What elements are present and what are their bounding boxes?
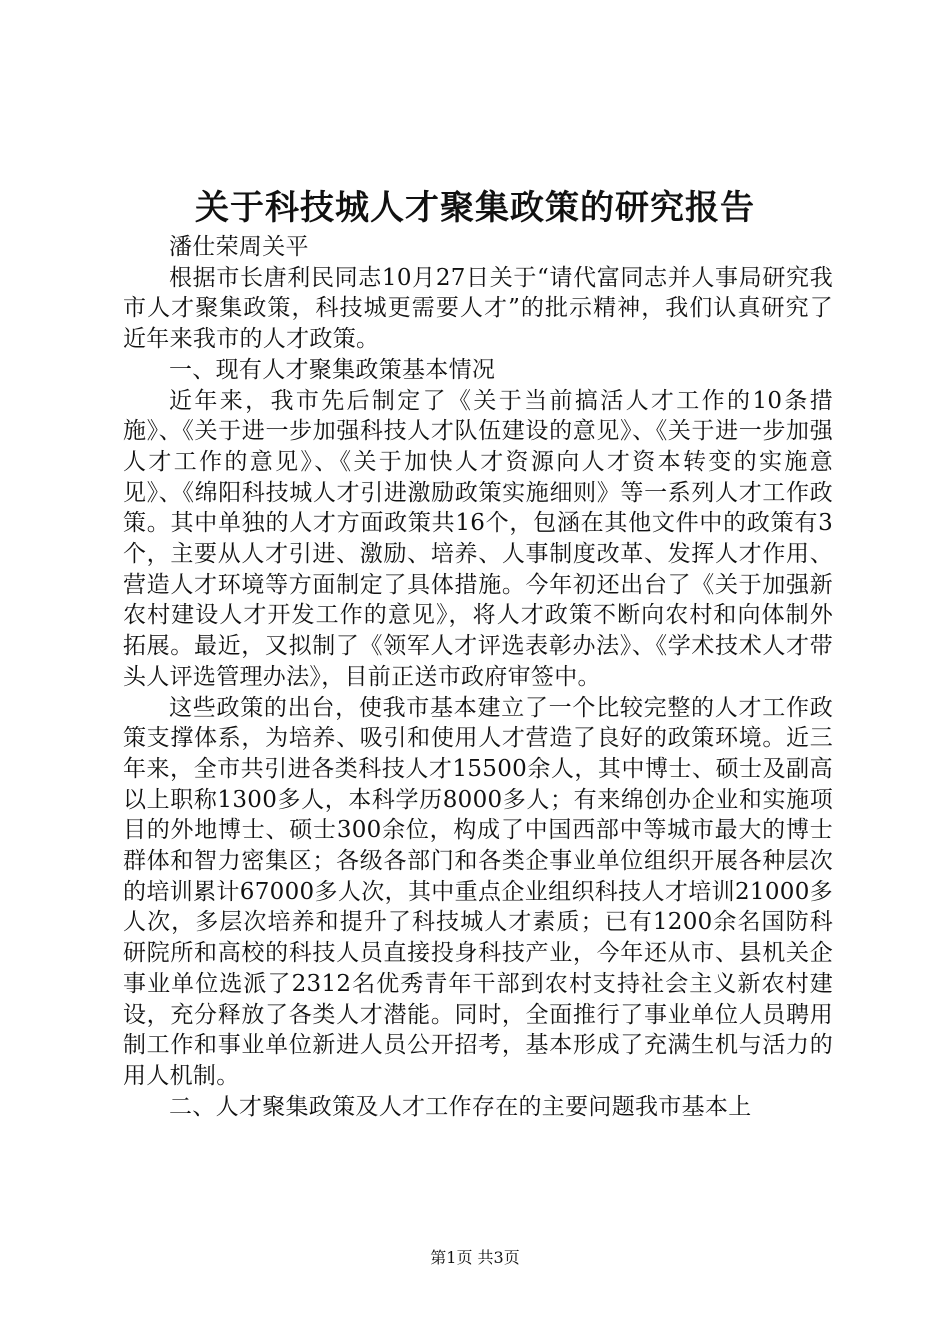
section-heading-1: 一、现有人才聚集政策基本情况 <box>169 356 496 383</box>
document-title: 关于科技城人才聚集政策的研究报告 <box>195 188 755 228</box>
section-heading-2: 二、人才聚集政策及人才工作存在的主要问题我市基本上 <box>169 1093 752 1120</box>
paragraph-results: 这些政策的出台，使我市基本建立了一个比较完整的人才工作政策支撑体系，为培养、吸引和使用人才营造了良好的政策环境。近三年来，全市共引进各类科技人才15500余人，其中博士、硕士及副高以上职称1300多人，本科学历8000多人；有来绵创办企业和实施项目的外地博士、硕士300余位，构成了中国西部中等城市最大的博士群体和智力密集区；各级各部门和各类企事业单位组织开展各种层次的培训累计67000多人次，其中重点企业组织科技人才培训21000多人次，多层次培养和提升了科技城人才素质；已有1200余名国防科研院所和高校的科技人员直接投身科技产业，今年还从市、县机关企事业单位选派了2312名优秀青年干部到农村支持社会主义新农村建设，充分释放了各类人才潜能。同时，全面推行了事业单位人员聘用制工作和事业单位新进人员公开招考，基本形成了充满生机与活力的用人机制。 <box>123 694 833 1089</box>
paragraph-policies: 近年来，我市先后制定了《关于当前搞活人才工作的10条措施》、《关于进一步加强科技人才队伍建设的意见》、《关于进一步加强人才工作的意见》、《关于加快人才资源向人才资本转变的实施意见》、《绵阳科技城人才引进激励政策实施细则》等一系列人才工作政策。其中单独的人才方面政策共16个，包涵在其他文件中的政策有3个，主要从人才引进、激励、培养、人事制度改革、发挥人才作用、营造人才环境等方面制定了具体措施。今年初还出台了《关于加强新农村建设人才开发工作的意见》，将人才政策不断向农村和向体制外拓展。最近，又拟制了《领军人才评选表彰办法》、《学术技术人才带头人评选管理办法》，目前正送市政府审签中。 <box>123 387 833 690</box>
document-body <box>123 232 833 1122</box>
author-line: 潘仕荣周关平 <box>169 234 309 260</box>
paragraph-intro: 根据市长唐利民同志10月27日关于“请代富同志并人事局研究我市人才聚集政策，科技城更需要人才”的批示精神，我们认真研究了近年来我市的人才政策。 <box>123 264 833 353</box>
page-footer: 第1页 共3页 <box>430 1248 520 1267</box>
